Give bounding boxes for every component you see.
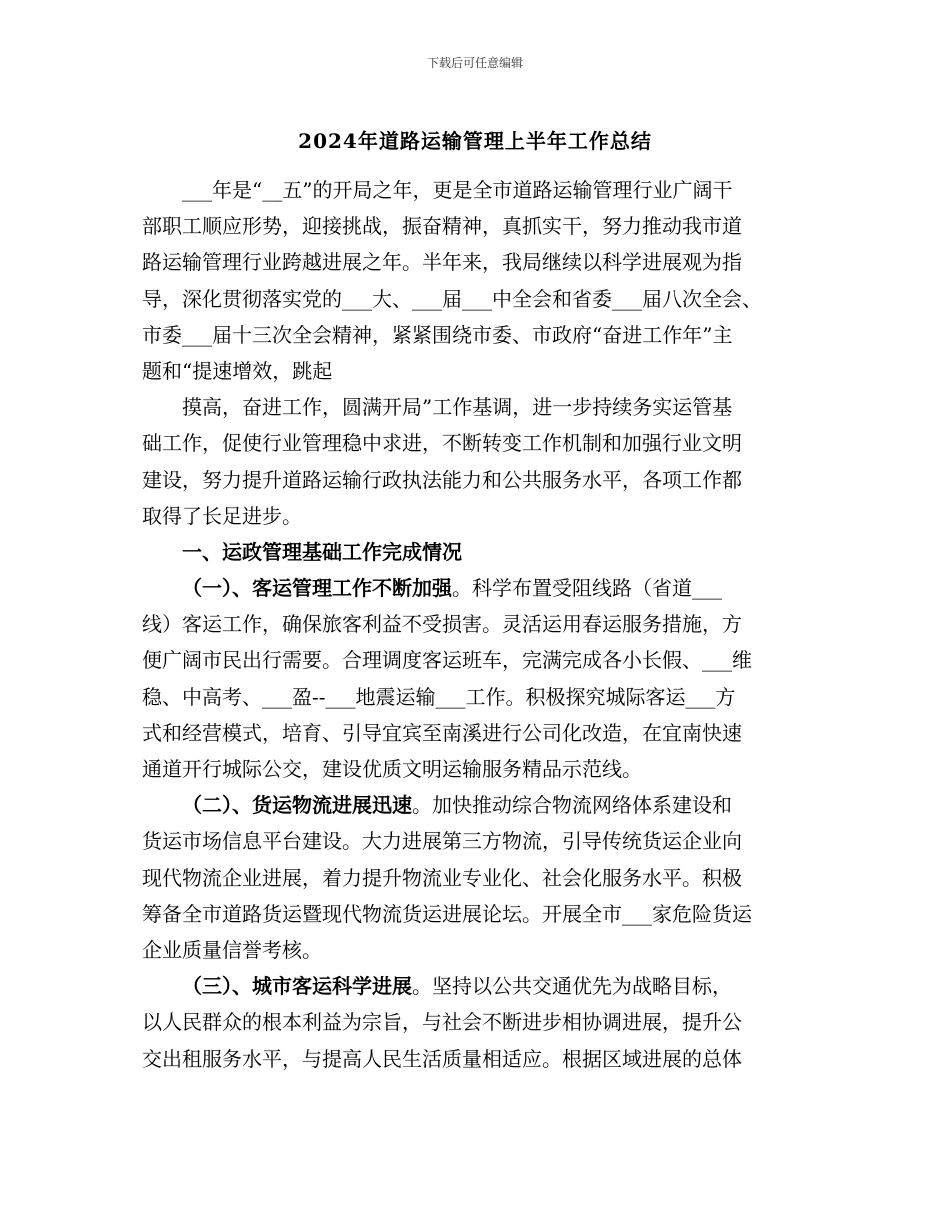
line-text: 。科学布置受阻线路（省道___: [452, 576, 722, 601]
text-line: [142, 679, 812, 715]
text-line: [142, 462, 812, 498]
text-line: [142, 1004, 812, 1040]
line-text: 取得了长足进步。: [142, 503, 302, 528]
line-text: 货运市场信息平台建设。大力进展第三方物流，引导传统货运企业向: [142, 829, 742, 854]
text-line: [142, 787, 812, 823]
document-body: [142, 172, 812, 1077]
line-text: 导，深化贯彻落实党的___大、___届___中全会和省委___届八次全会、: [142, 286, 762, 311]
text-line: [142, 968, 812, 1004]
line-text: 式和经营模式，培育、引导宜宾至南溪进行公司化改造，在宜南快速: [142, 720, 742, 745]
line-text: 现代物流企业进展，着力提升物流业专业化、社会化服务水平。积极: [142, 865, 742, 890]
line-text: 市委___届十三次全会精神，紧紧围绕市委、市政府“奋进工作年”主: [142, 322, 733, 347]
line-text: 企业质量信誉考核。: [142, 937, 322, 962]
text-line: [142, 1041, 812, 1077]
line-text: 摸高，奋进工作，圆满开局”工作基调，进一步持续务实运管基: [182, 395, 733, 420]
line-text: 稳、中高考、___盈--___地震运输___工作。积极探究城际客运___方: [142, 684, 736, 709]
text-line: [142, 498, 812, 534]
document-title: 2024年道路运输管理上半年工作总结: [298, 129, 652, 153]
text-line: [142, 244, 812, 280]
line-text: 础工作，促使行业管理稳中求进，不断转变工作机制和加强行业文明: [142, 431, 742, 456]
line-text: 线）客运工作，确保旅客利益不受损害。灵活运用春运服务措施，方: [142, 612, 742, 637]
text-line: [142, 932, 812, 968]
text-line: [142, 208, 812, 244]
text-line: [142, 606, 812, 642]
text-line: [142, 172, 812, 208]
text-line: [142, 896, 812, 932]
text-line: [142, 751, 812, 787]
subsection-heading: （一）、客运管理工作不断加强: [182, 576, 452, 601]
text-line: [142, 425, 812, 461]
subsection-heading: （三）、城市客运科学进展: [182, 974, 412, 999]
page-header: 下载后可任意编辑: [426, 56, 523, 70]
line-text: 路运输管理行业跨越进展之年。半年来，我局继续以科学进展观为指: [142, 250, 742, 275]
text-line: [142, 860, 812, 896]
text-line: [142, 715, 812, 751]
line-text: 以人民群众的根本利益为宗旨，与社会不断进步相协调进展，提升公: [142, 1010, 742, 1035]
line-text: 交出租服务水平，与提高人民生活质量相适应。根据区域进展的总体: [142, 1046, 742, 1071]
line-text: 。加快推动综合物流网络体系建设和: [412, 793, 732, 818]
text-line: [142, 281, 812, 317]
text-line: [142, 353, 812, 389]
text-line: [142, 389, 812, 425]
section-heading: [142, 534, 812, 570]
text-line: [142, 642, 812, 678]
text-line: [142, 823, 812, 859]
text-line: [142, 317, 812, 353]
line-text: 便广阔市民出行需要。合理调度客运班车，完满完成各小长假、___维: [142, 648, 752, 673]
subsection-heading: （二）、货运物流进展迅速: [182, 793, 412, 818]
text-line: [142, 570, 812, 606]
line-text: 题和“提速增效，跳起: [142, 358, 333, 383]
line-text: 筹备全市道路货运暨现代物流货运进展论坛。开展全市___家危险货运: [142, 901, 752, 926]
section-heading-text: 一、运政管理基础工作完成情况: [182, 539, 462, 564]
line-text: ___年是“__五”的开局之年，更是全市道路运输管理行业广阔干: [182, 178, 733, 202]
line-text: 部职工顺应形势，迎接挑战，振奋精神，真抓实干，努力推动我市道: [142, 214, 742, 239]
line-text: 。坚持以公共交通优先为战略目标，: [412, 974, 732, 999]
line-text: 建设，努力提升道路运输行政执法能力和公共服务水平，各项工作都: [142, 467, 742, 492]
line-text: 通道开行城际公交，建设优质文明运输服务精品示范线。: [142, 757, 642, 781]
